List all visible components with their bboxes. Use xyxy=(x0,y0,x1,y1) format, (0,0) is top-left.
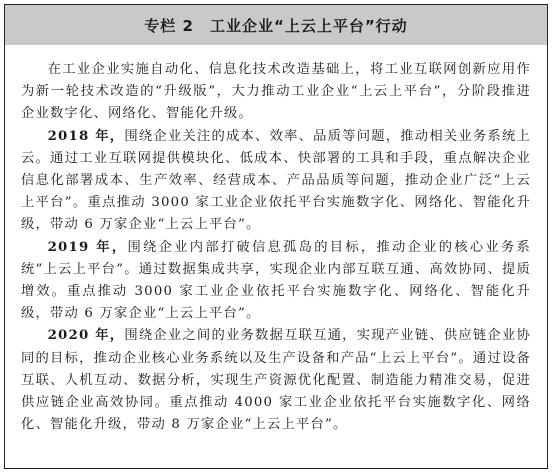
paragraph-2018 xyxy=(21,126,531,237)
year-2018: 2018 年， xyxy=(47,128,125,144)
box-label: 专栏 2 xyxy=(144,16,194,35)
box-body xyxy=(5,45,547,436)
paragraph-2020 xyxy=(21,325,531,436)
text-2018: 围绕企业关注的成本、效率、品质等问题，推动相关业务系统上云。通过工业互联网提供模块化、低成本、快部署的工具和手段，重点解决企业信息化部署成本、生产效率、经营成本、产品品质等问题，推动企业广泛“上云上平台”。重点推动 3000 家工业企业依托平台实施数字化、网络化、智能化升级，带动 6 万家企业“上云上平台”。 xyxy=(21,128,531,233)
sidebar-box xyxy=(4,4,548,469)
text-2020: 围绕企业之间的业务数据互联互通，实现产业链、供应链企业协同的目标，推动企业核心业务系统以及生产设备和产品“上云上平台”。通过设备互联、人机互动、数据分析，实现生产资源优化配置、制造能力精准交易，促进供应链企业高效协同。重点推动 4000 家工业企业依托平台实施数字化、网络化、智能化升级，带动 8 万家企业“上云上平台”。 xyxy=(21,328,531,433)
box-header xyxy=(5,5,547,45)
year-2019: 2019 年， xyxy=(47,239,128,255)
intro-text: 在工业企业实施自动化、信息化技术改造基础上，将工业互联网创新应用作为新一轮技术改造的“升级版”，大力推动工业企业“上云上平台”，分阶段推进企业数字化、网络化、智能化升级。 xyxy=(21,62,531,122)
paragraph-2019 xyxy=(21,237,531,326)
intro-paragraph xyxy=(21,59,531,126)
text-2019: 围绕企业内部打破信息孤岛的目标，推动企业的核心业务系统“上云上平台”。通过数据集成共享，实现企业内部互联互通、高效协同、提质增效。重点推动 3000 家工业企业依托平台实施数字化、网络化、智能化升级，带动 6 万家企业“上云上平台”。 xyxy=(21,239,532,322)
year-2020: 2020 年， xyxy=(47,328,125,344)
box-title: 工业企业“上云上平台”行动 xyxy=(209,16,408,35)
